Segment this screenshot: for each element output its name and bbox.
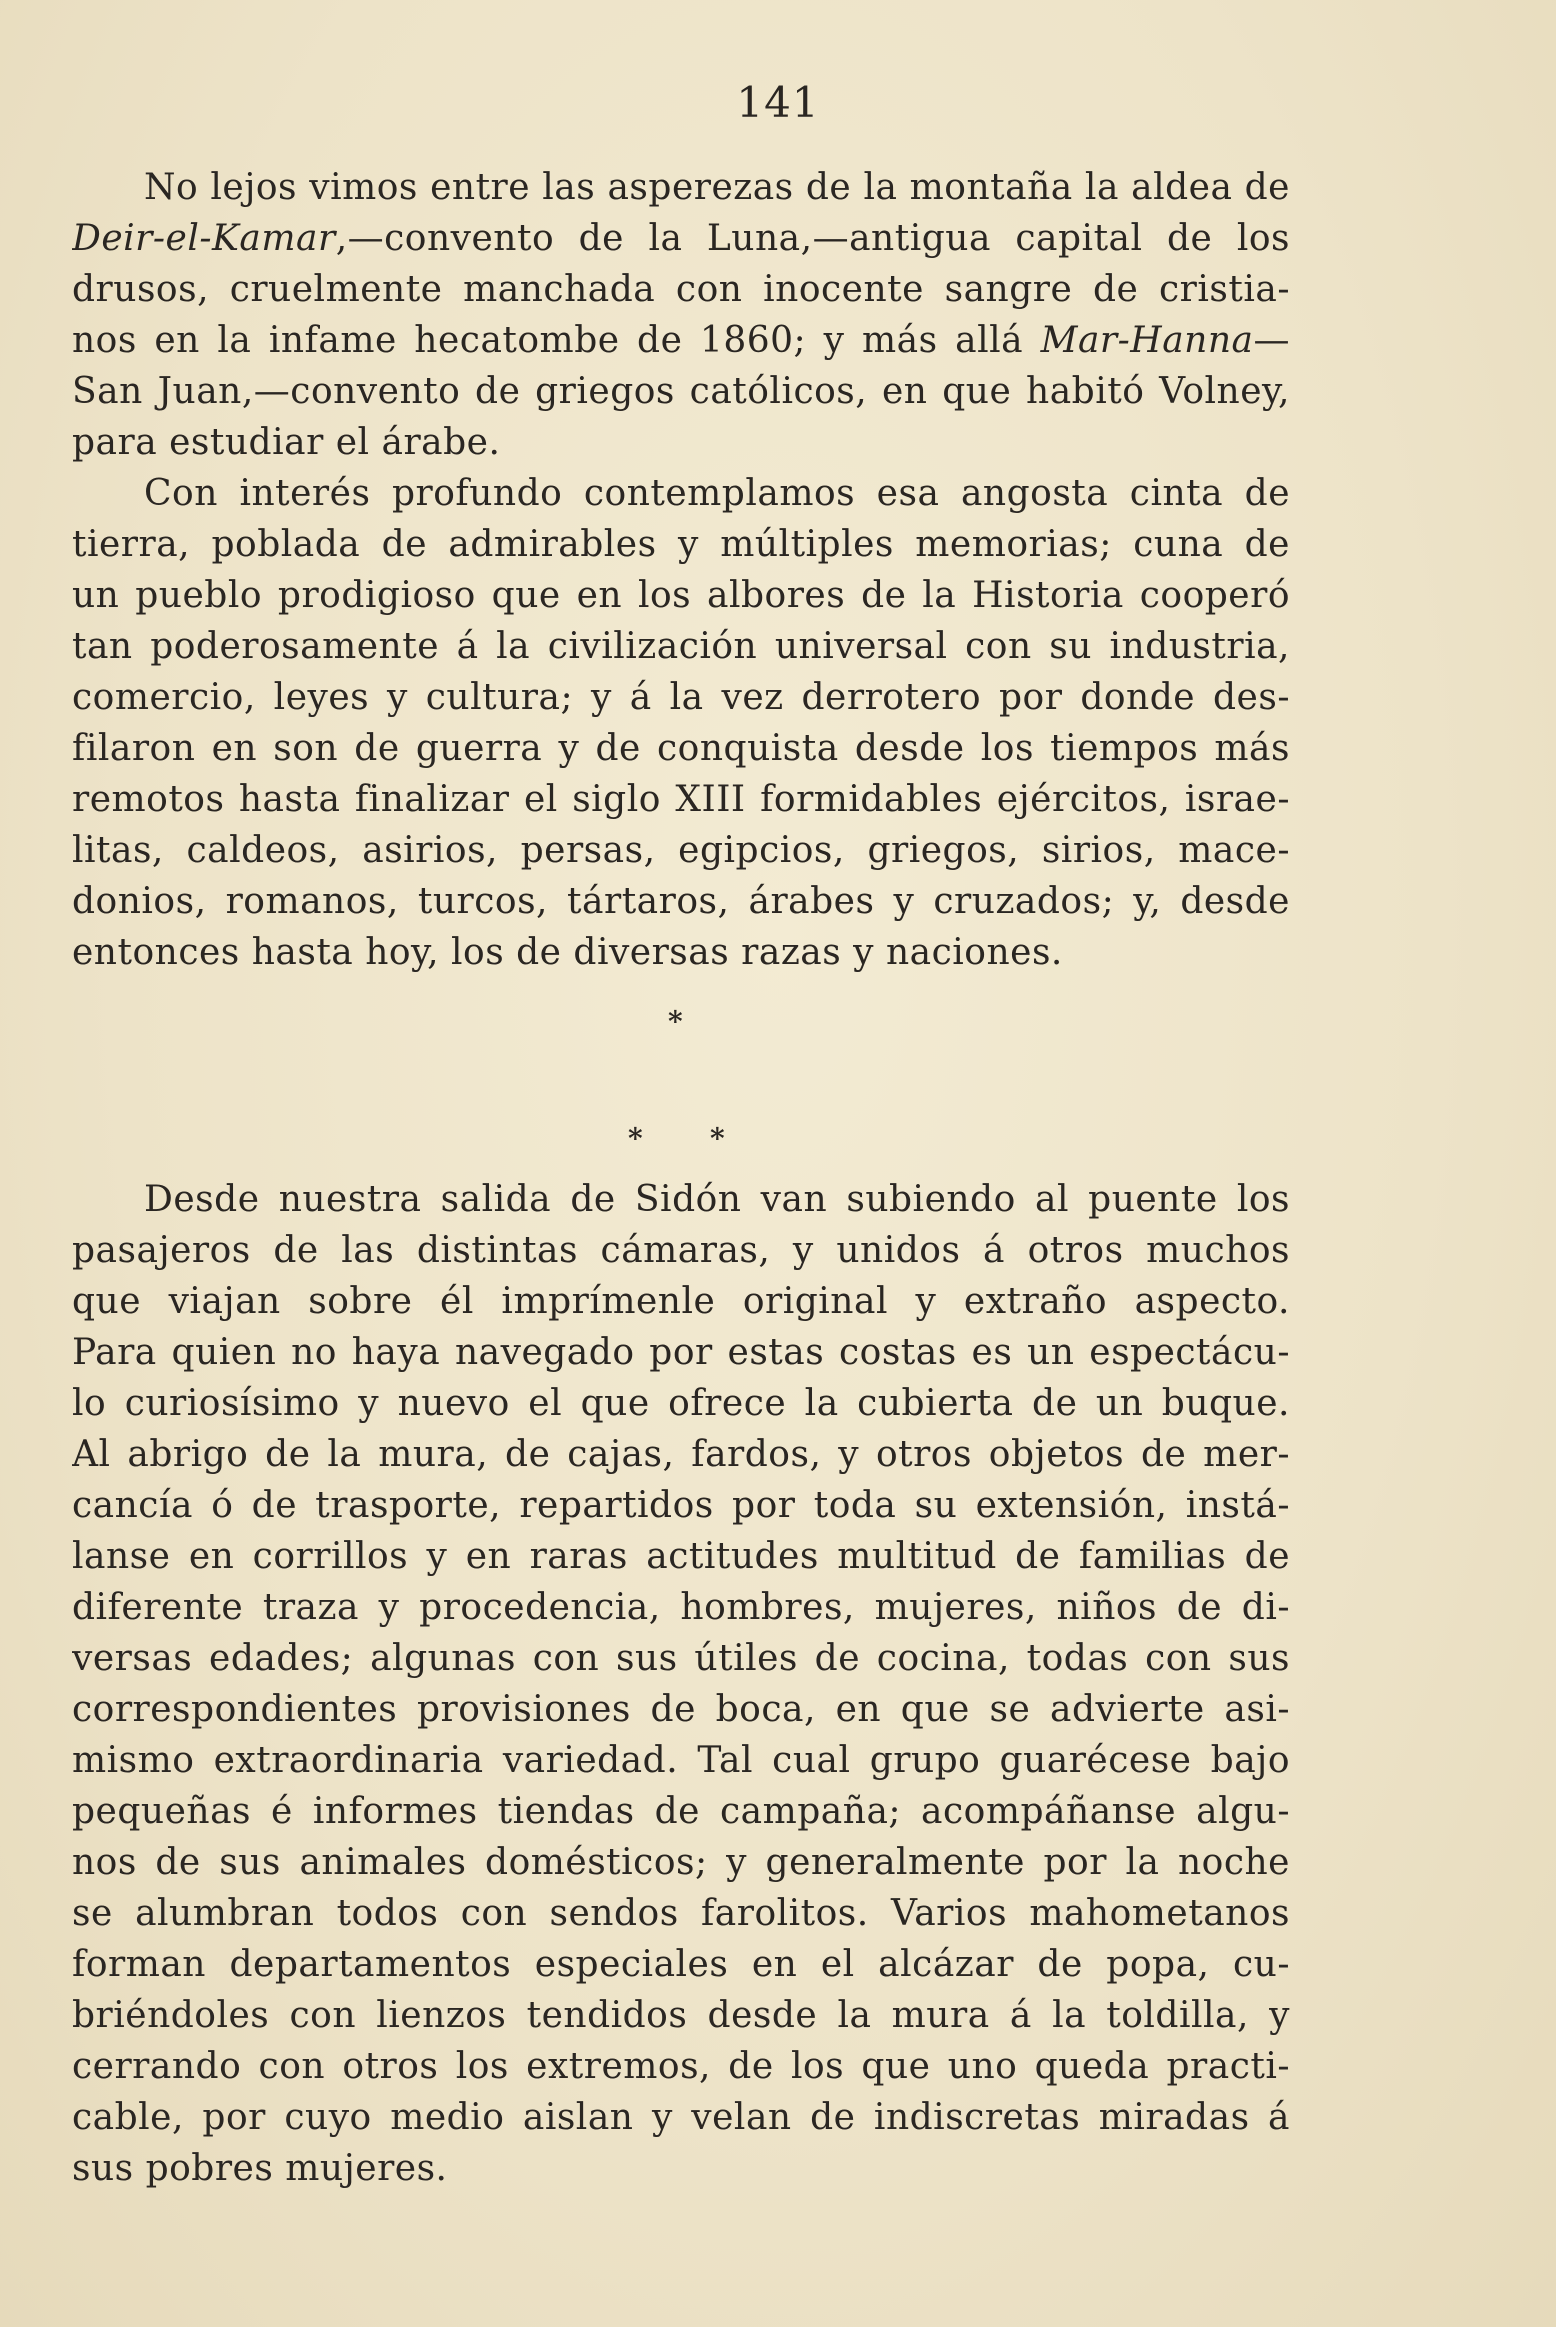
text-line: cable, por cuyo medio aislan y velan de indiscretas miradas á [72, 2097, 1290, 2138]
italic-place-name: Mar-Hanna [1040, 320, 1254, 361]
text-line: tan poderosamente á la civilización universal con su industria, [72, 626, 1290, 667]
asterism-star: * [628, 1122, 643, 1155]
text-line: lo curiosísimo y nuevo el que ofrece la cubierta de un buque. [72, 1383, 1290, 1424]
text-line: briéndoles con lienzos tendidos desde la mura á la toldilla, y [72, 1995, 1290, 2036]
text-line: diferente traza y procedencia, hombres, mujeres, niños de di- [72, 1587, 1290, 1628]
text-line: que viajan sobre él imprímenle original y extraño aspecto. [72, 1281, 1290, 1322]
text-line [72, 315, 1290, 366]
asterism-star: * [668, 1005, 683, 1038]
text-line: tierra, poblada de admirables y múltiples memorias; cuna de [72, 524, 1290, 565]
paragraph-2 [72, 468, 1290, 978]
text-fragment: nos en la infame hecatombe de 1860; y más allá [72, 320, 1041, 361]
text-line: pasajeros de las distintas cámaras, y unidos á otros muchos [72, 1230, 1290, 1271]
text-line: Al abrigo de la mura, de cajas, fardos, y otros objetos de mer- [72, 1434, 1290, 1475]
page-number: 141 [736, 78, 820, 127]
text-fragment: ,—convento de la Luna,—antigua capital de los [335, 218, 1290, 259]
italic-place-name: Deir-el-Kamar [72, 218, 336, 259]
text-line: se alumbran todos con sendos farolitos. Varios mahometanos [72, 1893, 1290, 1934]
text-line: cancía ó de trasporte, repartidos por toda su extensión, instá- [72, 1485, 1290, 1526]
text-line: Para quien no haya navegado por estas costas es un espectácu- [72, 1332, 1290, 1373]
text-line: forman departamentos especiales en el alcázar de popa, cu- [72, 1944, 1290, 1985]
text-line: un pueblo prodigioso que en los albores de la Historia cooperó [72, 575, 1290, 616]
text-line: donios, romanos, turcos, tártaros, árabes y cruzados; y, desde [72, 881, 1290, 922]
text-line: litas, caldeos, asirios, persas, egipcios, griegos, sirios, mace- [72, 830, 1290, 871]
asterism-star: * [710, 1122, 725, 1155]
text-line: San Juan,—convento de griegos católicos, en que habitó Volney, [72, 371, 1290, 412]
text-line: comercio, leyes y cultura; y á la vez derrotero por donde des- [72, 677, 1290, 718]
text-line: para estudiar el árabe. [72, 422, 501, 463]
text-line: cerrando con otros los extremos, de los que uno queda practi- [72, 2046, 1290, 2087]
text-line: sus pobres mujeres. [72, 2148, 448, 2189]
text-line: drusos, cruelmente manchada con inocente sangre de cristia- [72, 269, 1290, 310]
text-line: versas edades; algunas con sus útiles de cocina, todas con sus [72, 1638, 1290, 1679]
text-line: remotos hasta finalizar el siglo XIII formidables ejércitos, israe- [72, 779, 1290, 820]
text-line: pequeñas é informes tiendas de campaña; acompáñanse algu- [72, 1791, 1290, 1832]
text-line: mismo extraordinaria variedad. Tal cual grupo guarécese bajo [72, 1740, 1290, 1781]
text-fragment: — [1253, 320, 1290, 361]
text-line: lanse en corrillos y en raras actitudes multitud de familias de [72, 1536, 1290, 1577]
text-line: Desde nuestra salida de Sidón van subiendo al puente los [144, 1179, 1290, 1220]
paragraph-3 [72, 1174, 1290, 2194]
text-line: No lejos vimos entre las asperezas de la montaña la aldea de [144, 167, 1290, 208]
paragraph-1 [72, 162, 1290, 468]
text-line: Con interés profundo contemplamos esa angosta cinta de [144, 473, 1290, 514]
text-line [72, 213, 1290, 264]
text-line: nos de sus animales domésticos; y generalmente por la noche [72, 1842, 1290, 1883]
text-line: correspondientes provisiones de boca, en que se advierte asi- [72, 1689, 1290, 1730]
text-line: filaron en son de guerra y de conquista desde los tiempos más [72, 728, 1290, 769]
text-line: entonces hasta hoy, los de diversas razas y naciones. [72, 932, 1063, 973]
